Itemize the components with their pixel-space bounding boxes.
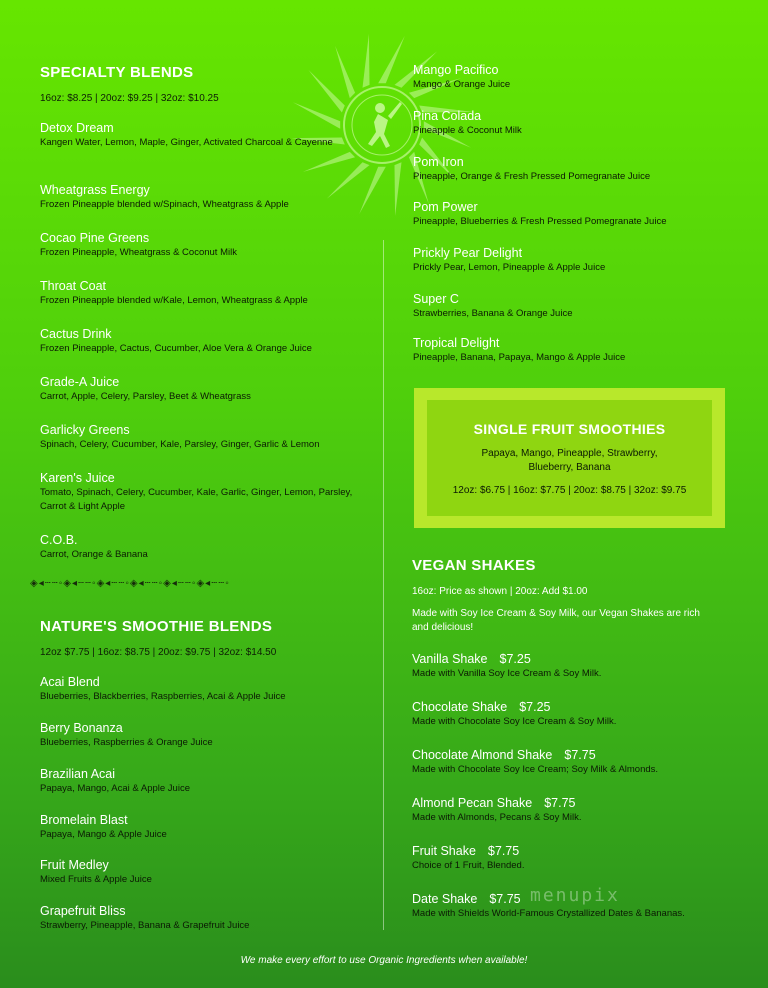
menu-item-title: Berry Bonanza — [40, 721, 123, 735]
ornament-divider: ◈◂┄┄◦◈◂┄┄◦◈◂┄┄◦◈◂┄┄◦◈◂┄┄◦◈◂┄┄◦ — [30, 578, 230, 589]
single-fruit-prices: 12oz: $6.75 | 16oz: $7.75 | 20oz: $8.75 | 32oz: $9.75 — [452, 485, 687, 496]
menu-item-price: $7.75 — [489, 892, 521, 906]
menu-item — [412, 844, 742, 873]
menu-item-desc: Made with Vanilla Soy Ice Cream & Soy Milk. — [412, 668, 602, 679]
menu-item-desc: Frozen Pineapple, Cactus, Cucumber, Aloe Vera & Orange Juice — [40, 343, 312, 354]
menu-item-title: Pina Colada — [413, 109, 482, 123]
menu-item-desc: Blueberries, Raspberries & Orange Juice — [40, 737, 213, 748]
specialty-prices: 16oz: $8.25 | 20oz: $9.25 | 32oz: $10.25 — [40, 93, 219, 104]
column-divider — [383, 240, 384, 930]
menu-item-desc: Prickly Pear, Lemon, Pineapple & Apple Juice — [413, 262, 606, 273]
menu-item — [40, 721, 362, 750]
menu-item-title: Prickly Pear Delight — [413, 246, 523, 260]
sun-ray — [395, 162, 402, 216]
menu-item-desc: Blueberries, Blackberries, Raspberries, Acai & Apple Juice — [40, 691, 286, 702]
menu-item-desc: Frozen Pineapple blended w/Kale, Lemon, Wheatgrass & Apple — [40, 295, 308, 306]
menu-item-title: Bromelain Blast — [40, 813, 128, 827]
menu-item-desc: Pineapple, Orange & Fresh Pressed Pomegranate Juice — [413, 171, 651, 182]
menu-item-desc: Frozen Pineapple blended w/Spinach, Wheatgrass & Apple — [40, 199, 289, 210]
menu-item-title: Fruit Shake — [412, 844, 476, 858]
menu-item-price: $7.75 — [564, 748, 596, 762]
menu-item — [413, 109, 733, 138]
menu-item-desc: Mixed Fruits & Apple Juice — [40, 874, 152, 885]
menu-item-desc: Made with Chocolate Soy Ice Cream & Soy Milk. — [412, 716, 617, 727]
sun-ray — [303, 152, 355, 172]
menu-item — [40, 471, 362, 514]
menu-item-price: $7.25 — [499, 652, 531, 666]
menu-item-title: Fruit Medley — [40, 858, 109, 872]
menu-item-desc: Made with Almonds, Pecans & Soy Milk. — [412, 812, 582, 823]
menu-item-title: Chocolate Shake — [412, 700, 508, 714]
vegan-title: VEGAN SHAKES — [412, 557, 536, 574]
menu-item — [40, 675, 362, 704]
menu-item-desc: Carrot, Apple, Celery, Parsley, Beet & Wheatgrass — [40, 391, 251, 402]
menu-item-name — [40, 904, 362, 919]
menu-item — [40, 279, 362, 308]
menu-item — [412, 700, 742, 729]
menu-item — [412, 748, 742, 777]
watermark: menupix — [530, 885, 620, 906]
menu-item-name — [40, 767, 362, 782]
menu-item-title: Vanilla Shake — [412, 652, 488, 666]
menu-item-name — [412, 796, 742, 811]
menu-item-desc: Mango & Orange Juice — [413, 79, 511, 90]
vegan-header — [412, 557, 732, 635]
menu-item-name — [40, 721, 362, 736]
menu-item — [412, 652, 742, 681]
menu-item-title: C.O.B. — [40, 533, 78, 547]
menu-item — [413, 155, 733, 184]
menu-item-title: Mango Pacifico — [413, 63, 499, 77]
menu-item-name — [413, 336, 733, 351]
menu-item — [40, 375, 362, 404]
menu-item-title: Chocolate Almond Shake — [412, 748, 553, 762]
menu-item-name — [40, 423, 362, 438]
menu-item-name — [413, 63, 733, 78]
menu-item — [413, 246, 733, 275]
menu-item-price: $7.25 — [519, 700, 551, 714]
nature-prices: 12oz $7.75 | 16oz: $8.75 | 20oz: $9.75 | 32oz: $14.50 — [40, 647, 277, 658]
menu-item — [40, 423, 362, 452]
menu-item-title: Tropical Delight — [413, 336, 500, 350]
menu-item — [40, 813, 362, 842]
menu-item-title: Date Shake — [412, 892, 478, 906]
menu-item-desc: Pineapple & Coconut Milk — [413, 125, 522, 136]
menu-item-desc: Strawberry, Pineapple, Banana & Grapefruit Juice — [40, 920, 250, 931]
menu-item-title: Acai Blend — [40, 675, 100, 689]
vegan-intro: Made with Soy Ice Cream & Soy Milk, our Vegan Shakes are rich and delicious! — [412, 608, 700, 633]
menu-item-name — [40, 183, 362, 198]
menu-item-desc: Pineapple, Blueberries & Fresh Pressed Pomegranate Juice — [413, 216, 667, 227]
menu-item-desc: Tomato, Spinach, Celery, Cucumber, Kale, Garlic, Ginger, Lemon, Parsley, Carrot & Light Apple — [40, 487, 353, 512]
menu-item — [40, 121, 362, 150]
menu-item — [40, 533, 362, 562]
menu-item-name — [412, 748, 742, 763]
menu-item-desc: Strawberries, Banana & Orange Juice — [413, 308, 573, 319]
menu-item-desc: Spinach, Celery, Cucumber, Kale, Parsley, Ginger, Garlic & Lemon — [40, 439, 320, 450]
menu-item-name — [40, 121, 362, 136]
menu-item-title: Pom Power — [413, 200, 478, 214]
menu-item — [412, 796, 742, 825]
nature-header — [40, 618, 370, 658]
menu-item-title: Karen's Juice — [40, 471, 115, 485]
menu-item-title: Grade-A Juice — [40, 375, 120, 389]
specialty-title: SPECIALTY BLENDS — [40, 64, 194, 81]
sun-ray — [359, 167, 386, 214]
menu-item-title: Wheatgrass Energy — [40, 183, 150, 197]
menu-item-desc: Made with Chocolate Soy Ice Cream; Soy Milk & Almonds. — [412, 764, 659, 775]
menu-item-name — [413, 292, 733, 307]
menu-item-desc: Choice of 1 Fruit, Blended. — [412, 860, 525, 871]
menu-item — [40, 767, 362, 796]
menu-item-price: $7.75 — [487, 844, 520, 858]
menu-item-name — [413, 155, 733, 170]
menu-item-title: Grapefruit Bliss — [40, 904, 126, 918]
menu-item-name — [413, 246, 733, 261]
menu-item-title: Super C — [413, 292, 459, 306]
menu-item-title: Garlicky Greens — [40, 423, 130, 437]
menu-item-name — [413, 109, 733, 124]
menu-item-desc: Made with Shields World-Famous Crystallized Dates & Bananas. — [412, 908, 685, 919]
menu-item-desc: Pineapple, Banana, Papaya, Mango & Apple Juice — [413, 352, 626, 363]
menu-item-name — [40, 279, 362, 294]
single-fruit-title: SINGLE FRUIT SMOOTHIES — [473, 421, 666, 437]
menu-item-name — [412, 844, 742, 859]
menu-item — [40, 231, 362, 260]
menu-item-desc: Frozen Pineapple, Wheatgrass & Coconut Milk — [40, 247, 237, 258]
menu-item-name — [40, 675, 362, 690]
menu-item-name — [413, 200, 733, 215]
menu-item-title: Brazilian Acai — [40, 767, 116, 781]
specialty-header — [40, 64, 370, 104]
menu-item-title: Cactus Drink — [40, 327, 112, 341]
menu-item-title: Pom Iron — [413, 155, 464, 169]
menu-item-name — [40, 231, 362, 246]
menu-item — [413, 292, 733, 321]
menu-item — [413, 336, 733, 365]
menu-item-desc: Kangen Water, Lemon, Maple, Ginger, Activated Charcoal & Cayenne — [40, 137, 333, 148]
menu-item-name — [40, 858, 362, 873]
menu-item-title: Throat Coat — [40, 279, 107, 293]
sun-ray — [378, 36, 405, 83]
nature-title: NATURE'S SMOOTHIE BLENDS — [40, 618, 273, 635]
menu-item-name — [40, 471, 362, 486]
footer-note: We make every effort to use Organic Ingredients when available! — [240, 955, 528, 966]
menu-item-desc: Carrot, Orange & Banana — [40, 549, 148, 560]
menu-item-name — [40, 813, 362, 828]
single-fruit-list: Papaya, Mango, Pineapple, Strawberry, Blueberry, Banana — [481, 448, 658, 473]
menu-item — [40, 904, 362, 933]
menu-item — [413, 200, 733, 229]
menu-item-name — [412, 700, 742, 715]
vegan-prices: 16oz: Price as shown | 20oz: Add $1.00 — [412, 586, 588, 597]
menu-item-name — [40, 327, 362, 342]
menu-item — [40, 858, 362, 887]
menu-item — [40, 183, 362, 212]
menu-item-title: Detox Dream — [40, 121, 114, 135]
menu-item-name — [412, 652, 742, 667]
menu-item-desc: Papaya, Mango, Acai & Apple Juice — [40, 783, 190, 794]
menu-item — [40, 327, 362, 356]
menu-item-desc: Papaya, Mango & Apple Juice — [40, 829, 167, 840]
menu-item-name — [40, 375, 362, 390]
menu-item-name — [40, 533, 362, 548]
single-fruit-box — [427, 400, 712, 516]
menu-item-title: Cocao Pine Greens — [40, 231, 150, 245]
menu-item-price: $7.75 — [544, 796, 576, 810]
menu-item-title: Almond Pecan Shake — [412, 796, 533, 810]
menu-item — [413, 63, 733, 92]
